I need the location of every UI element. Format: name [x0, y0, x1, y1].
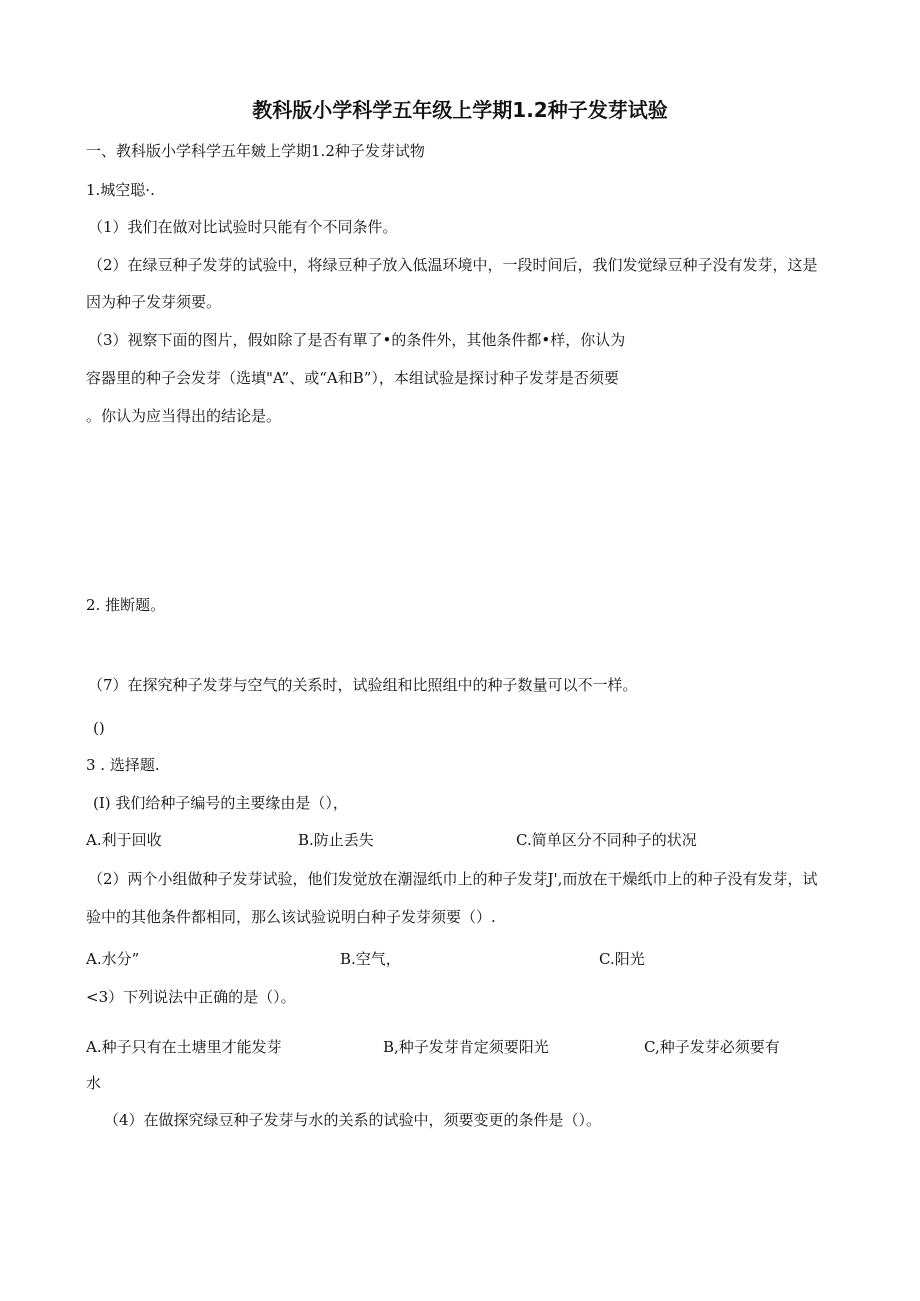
question-1-item-3-line-1: （3）视察下面的图片，假如除了是否有單了•的条件外，其他条件都•样，你认为 — [88, 331, 626, 349]
question-2-heading: 2. 推断题。 — [86, 596, 166, 614]
option-a: A.利于回收 — [86, 831, 162, 849]
question-3-sub-1-options — [0, 831, 920, 849]
section-heading: 一、教科版小学科学五年皴上学期1.2种子发芽试物 — [86, 142, 425, 160]
option-b: B,种子发芽肯定须要阳光 — [383, 1038, 549, 1056]
page-title: 教科版小学科学五年级上学期1.2种子发芽试验 — [252, 98, 668, 122]
option-b: B.防止丢失 — [298, 831, 374, 849]
option-b: B.空气， — [340, 950, 401, 968]
question-1-item-1: （1）我们在做对比试验时只能有个不同条件。 — [88, 218, 398, 236]
question-1-item-2-line-2: 因为种子发芽须要。 — [86, 293, 222, 311]
question-3-heading: 3 . 选择题. — [86, 756, 160, 774]
question-1-item-3-line-2: 容器里的种子会发芽（选填"A”、或“A和B”），本组试验是探讨种子发芽是否须要 — [86, 369, 619, 387]
option-a: A.种子只有在土塘里才能发芽 — [86, 1038, 282, 1056]
question-1-item-3-line-3: 。你认为应当得出的结论是。 — [86, 407, 282, 425]
option-a: A.水分” — [86, 950, 140, 968]
question-3-sub-2-line-1: （2）两个小组做种子发芽试验，他们发觉放在潮湿纸巾上的种子发芽J',而放在干燥纸巾上的种子没有发芽，试 — [88, 870, 818, 888]
option-c: C,种子发芽必须要有 — [644, 1038, 780, 1056]
question-3-sub-3: <3）下列说法中正确的是（）。 — [86, 988, 296, 1006]
question-2-answer-blank: () — [93, 719, 105, 737]
question-3-sub-2-line-2: 验中的其他条件都相同，那么该试验说明白种子发芽须要（）. — [86, 908, 496, 926]
question-3-sub-3-options — [0, 1038, 920, 1056]
question-3-sub-1: (I) 我们给种子编号的主要缘由是（）， — [93, 794, 348, 812]
question-3-sub-4: （4）在做探究绿豆种子发芽与水的关系的试验中，须要变更的条件是（）。 — [104, 1111, 602, 1129]
question-2-item-7: （7）在探究种子发芽与空气的关系时，试验组和比照组中的种子数量可以不一样。 — [88, 676, 638, 694]
question-3-sub-3-option-c-continued: 水 — [86, 1074, 102, 1092]
question-3-sub-2-options — [0, 950, 920, 968]
question-1-heading: 1.城空聪·. — [86, 181, 155, 199]
option-c: C.简单区分不同种子的状况 — [516, 831, 697, 849]
question-1-item-2-line-1: （2）在绿豆种子发芽的试验中，将绿豆种子放入低温环境中，一段时间后，我们发觉绿豆种子没有发芽，这是 — [88, 256, 818, 274]
option-c: C.阳光 — [599, 950, 645, 968]
